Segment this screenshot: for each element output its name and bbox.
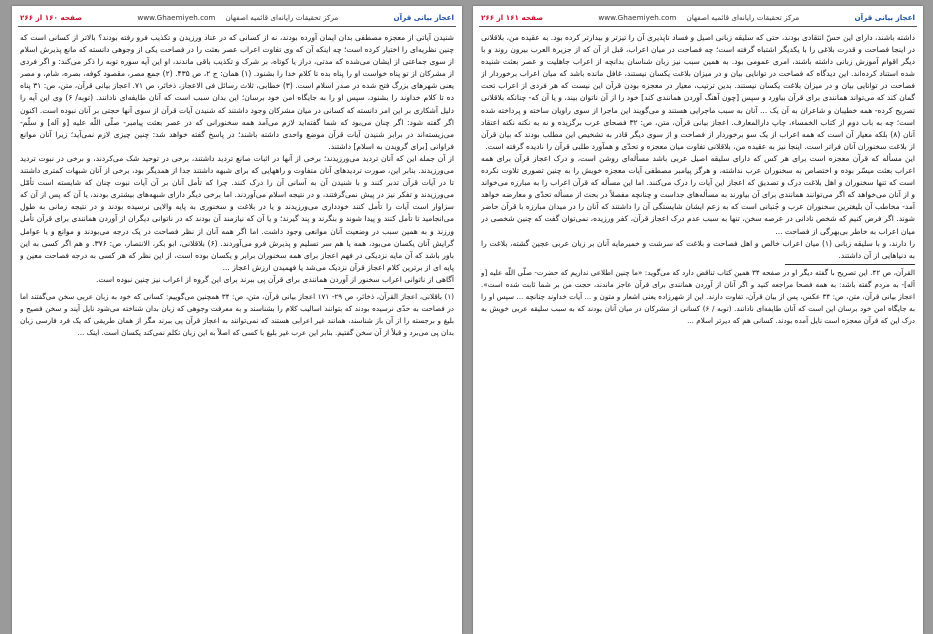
center-name: مرکز تحقیقات رایانه‌ای قائمیه اصفهان (686, 12, 800, 22)
page-header (481, 10, 915, 24)
paragraph: را دارند، و با سلیقه زبانی (۱) میان اعراب خالص و اهل فصاحت و بلاغت که سرشت و خمیرمایه آنان بر زبان عربی عجین گشته، بلاغت را به دنیاهایی از آن داشتند. (481, 238, 915, 260)
book-title: اعجاز بیانی قرآن (393, 12, 454, 22)
site-url: www.Ghaemiyeh.com (137, 12, 216, 22)
paragraph: داشته باشند، دارای این حسّ انتقادی بودند، حتی که سلیقه زبانی اصیل و فساد ناپذیری آن را تیزتر و بیدارتر کرده بود. به عقیده من، بلاقلانی در اینجا فصاحت و قدرت بلاغی را با یکدیگر اشتباه گرفته است؛ چه فصاحت در میان اعراب، قبل از آن که از جزیرة العرب بیرون روند و با دیگر اقوام آموزش زبانی داشته باشند، امری عمومی بود. به همین سبب نیز زبان شناسان بدانچه از اعراب جاهلیت و عصر بعثت شنیده شده استناد کرده‌اند. این دیدگاه که فصاحت در توانایی بیان و در میزان بلاغت یکسان نیستند، غافل مانده باشد که میان اعراب برخوردار از فصاحت در توانایی بیان و در میزان بلاغت یکسان نیستند. بدین ترتیب، معیار در معجزه بودن قرآن این نیست که هر فردی از اعراب تحت گمان کند که می‌تواند همانندی برای قرآن بیاورد و سپس [چون آهنگ آوردن همانندی کند] خود را از آن ناتوان بیند، و یا آن که- چنانکه بلاقلانی تصریح کرده- همه خطیبان و شاعران به آن یک ... آنان به سبب ماجرایی هستند و می‌گویند این ماجرا از سوی راویان ساخته و پرداخته شده است؛ چه به باب دوم از کتاب الخمساء، چاپ دارالمعارف. اعجاز بیانی قرآن، متن، ص: ۳۲ فصحای عرب برگزیده و نه به نکته نکته اعتقاد آنان (۸) بلکه معیار آن است که همه اعراب از یک سو برخوردار از فصاحت و از سوی دیگر قادر به تشخیص این مطلب بودند که بیان قرآن از بلاغت سخنوران آنان فراتر است. اینجا نیز به عقیده من، بلاقلانی تفاوت میان معجزه و تحدّی و همآورد طلبی قرآن را نادیده گرفته است. (481, 33, 915, 151)
footnote-divider (324, 288, 454, 289)
footnote: (۱) باقلانی، اعجاز القرآن، ذخائر، ص ۲۹- ۱۷۱ اعجاز بیانی قرآن، متن، ص: ۳۴ همچنین می‌گوییم: کسانی که خود به زبان عربی سخن می‌گفتند اما در فصاحت به حدّی نرسیده بودند که بتوانند اسالیب کلام را بشناسند و به معرفت وجوهی که زبان بدان شناخته می‌شود نایل آیند و سخن فصیح و بلیغ و برجسته را از آن باز شناسند، همانند غیر اعرابی هستند که نمی‌توانند به اعجاز قرآن پی ببرند مگر از همان طریقی که یک فرد فارسی زبان بدان پی می‌برد و قبلاً از آن سخن گفتیم. بنابر این عرب غیر بلیغ با کسی که اصلاً به این زبان تکلم نمی‌کند یکسان است. اینک ... (20, 291, 454, 338)
page-body (481, 32, 915, 630)
paragraph: این مسأله که قرآن معجزه است برای هر کس که دارای سلیقه اصیل عربی باشد مسأله‌ای روشن است، و درک اعجاز قرآن برای همه اعراب بعثت میسّر بوده و اختصاص به سخنوران عرب نداشته، و هرگز پیامبر مصطفی آیات معجزه خویش را به چنین تصوری تلاوت نکرده است که تنها سخنوران و اهل بلاغت درک و تصدیق که اعجاز این آیات را درک می‌کنند. اما این مسأله که قرآن اعراب را به مبارزه می‌خواند و از آنان می‌خواهد که اگر می‌توانند همانندی برای آن بیاورند به مسأله‌های جداست و چنانچه مفصلاً در بحث از مسأله تحدّی و معارضه خواهد آمد- مخاطب آن بلیغترین سخنوران عرب و جُنبانی است که به زعم ایشان شایستگی آن را داشتند که آنان را در میدان مبارزه با قرآن حاضر شوند. اگر فرض کنیم که شخص نادانی در عرصه سخن، تنها به سبب عدم درک اعجاز قرآن، کفر ورزیده، نمی‌توان گفت که چنین شخصی در میان اعراب به خاطر بی‌بهرگی از فصاحت ... (481, 153, 915, 236)
header-divider (18, 26, 456, 27)
paragraph: آگاهی از ناتوانی اعراب سخنور از آوردن همانندی برای قرآن پی ببرند برای این گروه از اعراب نیز چنین نبوده است. (95, 274, 454, 284)
site-url: www.Ghaemiyeh.com (598, 12, 677, 22)
footnote-divider (785, 264, 915, 265)
center-name: مرکز تحقیقات رایانه‌ای قائمیه اصفهان (225, 12, 339, 22)
page-right (473, 6, 923, 634)
page-body (20, 32, 454, 630)
book-title: اعجاز بیانی قرآن (854, 12, 915, 22)
page-number: صفحه ۱۶۰ از ۲۶۶ (20, 12, 83, 22)
paragraph: از آن جمله این که آنان تردید می‌ورزیدند؛ برخی از آنها در اثبات صانع تردید داشتند، برخی در توحید شک می‌کردند، و برخی در نبوت تردید می‌ورزیدند. بنابر این، صورت تردیدهای آنان متفاوت و راههایی که برای شبهه داشتند جدا از همدیگر بود، برخی از آنان شبهات کمتری داشتند تا در آیات قرآن تدبر کنند و با شنیدن آن به آسانی آن را درک کنند. چرا که تأمل آنان بر آن آیات نبوت چنان که شایسته است تأمّل می‌ورزیدند و تفکر نیز در پیش نمی‌گرفتند، و در نتیجه اسلام می‌آوردند. اما برخی دیگر دارای شبهه‌های بیشتری بودند، یا آن که پس از آن که سزاوار است آیات را تأمل کنند خودداری می‌ورزیدند و یا در بلاغت و سخنوری به پایه والایی نرسیده بودند و در نتیجه زمانی به طول می‌انجامید تا تأمل کنند و پیدا شوند و بنگرند و پند گیرند؛ و یا آن که نیازمند آن بودند که در ناتوانی دیگران از آوردن همانندی برای قرآن تأمل ورزند و به همین سبب در وضعیت آنان موانعی وجود داشت. اما اگر همه آنان از نظر فصاحت در یک درجه می‌بودند و موانع و یا عوامل گرایش آنان یکسان می‌بود، همه یا هم سر تسلیم و پذیرش فرو می‌آوردند. (۶) بلاقلانی، ابو بکر، الانتصار، ص: ۳۷۶. و هم اگر کسی به این باور باشد که آن مایه نزدیکی در فهم اعجاز برای همه سخنوران برابر و یکسان بوده است، از این نظر که هر کسی به درجه فصاحت معین و پایه ای از برترین کلام اعجاز قرآن نزدیک می‌شد یا فهمیدن ارزش اعجاز ... (20, 153, 454, 272)
page-header (20, 10, 454, 24)
page-left (12, 6, 462, 634)
page-number: صفحه ۱۶۱ از ۲۶۶ (481, 12, 544, 22)
footnote: القرآن، ص ۴۲. این تصریح با گفته دیگر او در صفحه ۳۴ همین کتاب تناقض دارد که می‌گوید: «ما چنین اطلاعی نداریم که حضرت- صلّی اللّه علیه [و آله]- به مردم گفته باشد: به همه فصحا مراجعه کنید و اگر آنان از آوردن همانندی برای قرآن عاجز ماندند، حجت من بر شما ثابت شده است». اعجاز بیانی قرآن، متن، ص: ۳۴ عکس، پس از بیان قرآن، تفاوت دارند. این از شهرزاده یعنی اشعار و متون و ... آیات خداوند چنانچه ... سپس او را به جایگاه امن خود برسان این است که آنان طایفه‌ای نادانند. (توبه / ۶) کسانی از مشرکان در میان آنان بودند که به سبب سلیقه عربی خویش به درک این که قرآن معجزه است نایل آمده بودند. کسانی هم که دیرتر اسلام ... (481, 267, 915, 326)
header-divider (479, 26, 917, 27)
paragraph: شنیدن آیاتی از معجزه مصطفی بدان ایمان آورده بودند، نه از کسانی که در عناد ورزیدن و تکذیب فرو رفته بودند؟ بالاتر از کسانی است که چنین نظریه‌ای را اختیار کرده است؛ چه اینکه آن که وی تفاوت اعراب عصر بعثت را در فصاحت یکی از وجوهی دانسته که مانع پذیرش اسلام از سوی جماعتی از ایشان می‌شده که مدتی، دراز یا کوتاه، بر شرک و تکذیب باقی ماندند، او این آیه سوره توبه را ذکر می‌کند: و اگر فردی از مشرکان از تو پناه خواست او را پناه بده تا کلام خدا را بشنود. (۱) همان: ج ۲، ص ۴۳۵. (۲) جمع مصر، مقصود کوفه، بصره، شام، و مصر یعنی شهرهای بزرگ فتح شده در صدر اسلام است. (۳) خطابی، ثلاث رسائل فی الاعجاز، ذخائر، ص ۷۱. اعجاز بیانی قرآن، متن، ص: ۳۱ پناه ده تا کلام خداوند را بشنود، سپس او را به جایگاه امن خود برسان؛ این بدان سبب است که آنان طایفه‌ای نادانند. (توبه/ ۶) وی این آیه را دلیل آشکاری بر این امر دانسته که کسانی در میان مشرکان وجود داشتند که شنیدن آیات قرآن از سوی آنها حجتی بر آنان نبوده است. اکنون اگر گفته شود: اگر چنان می‌بود که شما گفته‌اید لازم می‌آمد همه سخنورانی که در عصر بعثت پیامبر- صلّی اللّه علیه [و آله] و سلّم- می‌زیسته‌اند در برابر شنیدن آیات قرآن موضع واحدی داشته باشند؛ در پاسخ گفته خواهد شد: چنین چیزی لازم نمی‌آید؛ زیرا آنان موانع فراوانی [برای گرویدن به اسلام] داشتند. (20, 33, 454, 151)
